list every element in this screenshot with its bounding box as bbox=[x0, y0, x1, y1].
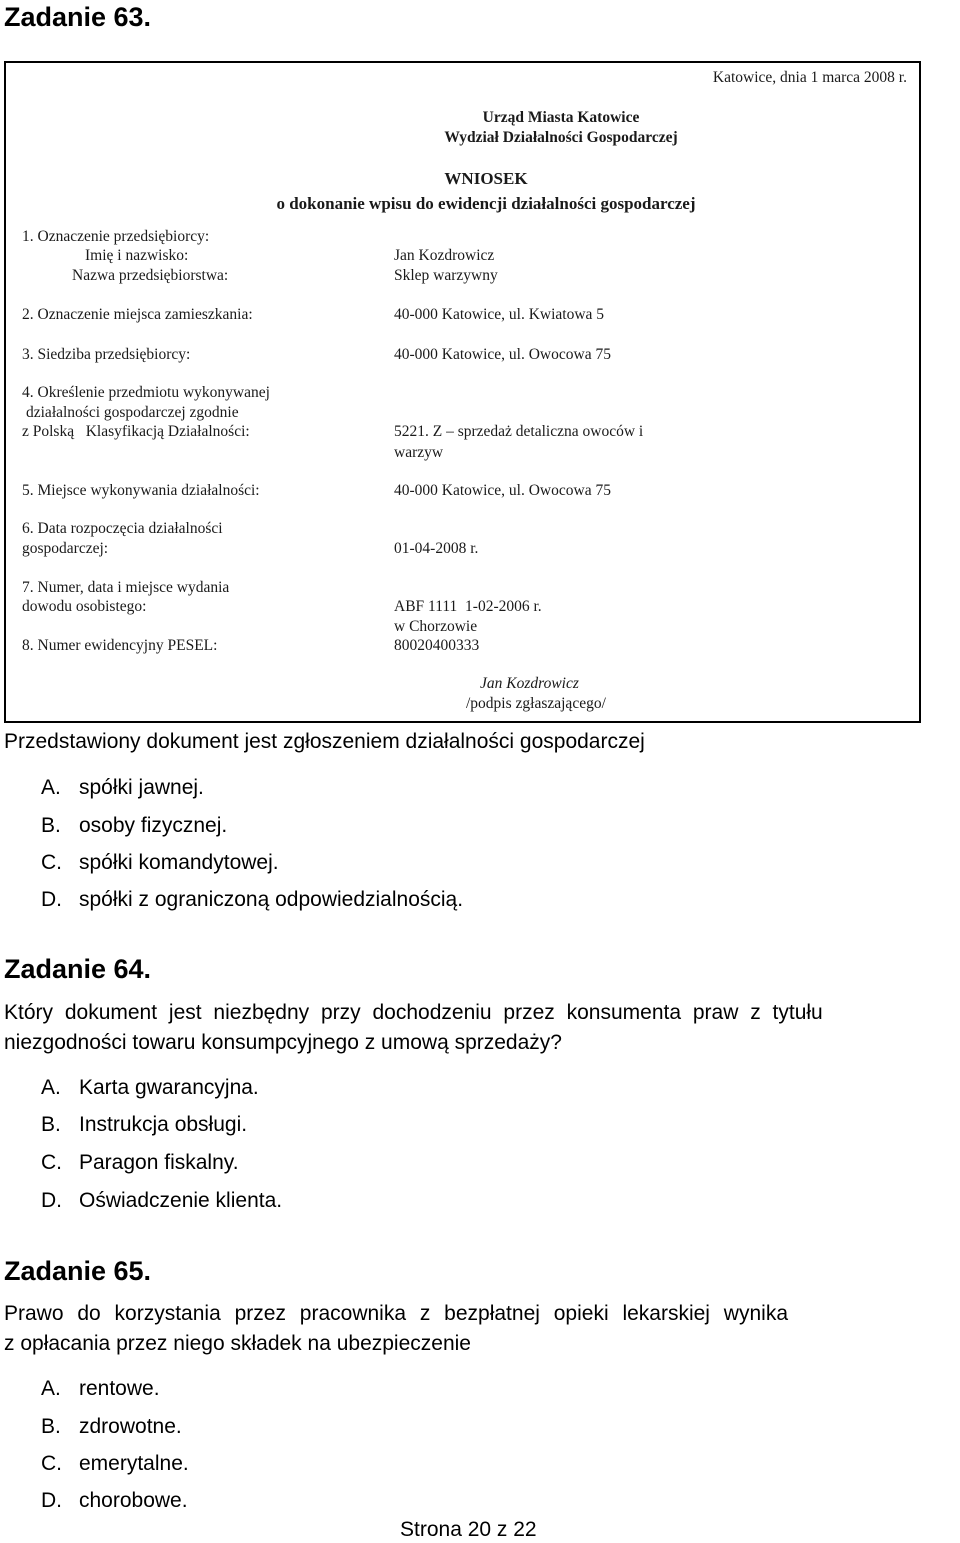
option-letter: A. bbox=[41, 776, 61, 799]
application-form bbox=[4, 61, 921, 723]
form-subtitle: o dokonanie wpisu do ewidencji działalności gospodarczej bbox=[276, 194, 696, 213]
task64-option-d bbox=[41, 1189, 282, 1213]
form-city-date: Katowice, dnia 1 marca 2008 r. bbox=[712, 69, 907, 86]
option-text: Oświadczenie klienta. bbox=[79, 1189, 283, 1212]
task63-option-b bbox=[41, 814, 227, 838]
task64-question-line2: niezgodności towaru konsumpcyjnego z umową sprzedaży? bbox=[4, 1031, 562, 1054]
task65-question-line2: z opłacania przez niego składek na ubezpieczenie bbox=[4, 1332, 471, 1355]
form-title: WNIOSEK bbox=[444, 169, 528, 188]
page-number: Strona 20 z 22 bbox=[400, 1518, 537, 1541]
option-text: zdrowotne. bbox=[79, 1415, 182, 1438]
form-section-8-value: 80020400333 bbox=[394, 637, 480, 654]
option-letter: B. bbox=[41, 814, 61, 837]
form-section-2-value: 40-000 Katowice, ul. Kwiatowa 5 bbox=[394, 306, 605, 323]
task64-question-line1 bbox=[4, 1001, 956, 1025]
option-text: Paragon fiskalny. bbox=[79, 1151, 239, 1174]
task63-option-c bbox=[41, 851, 279, 875]
form-office-line2: Wydział Działalności Gospodarczej bbox=[444, 129, 678, 146]
form-section-5-label: 5. Miejsce wykonywania działalności: bbox=[22, 482, 260, 499]
task63-option-d bbox=[41, 888, 463, 912]
task65-option-b bbox=[41, 1415, 182, 1439]
form-section-4-value-line1: 5221. Z – sprzedaż detaliczna owoców i bbox=[394, 423, 644, 440]
task63-heading: Zadanie 63. bbox=[4, 2, 152, 32]
task64-question-line1-text: Który dokument jest niezbędny przy dochodzeniu przez konsumenta praw z tytułu bbox=[4, 1001, 823, 1024]
form-section-6-label-line1: 6. Data rozpoczęcia działalności bbox=[22, 520, 223, 537]
form-section-7-label-line2: dowodu osobistego: bbox=[22, 598, 147, 615]
option-letter: D. bbox=[41, 1489, 62, 1512]
option-letter: C. bbox=[41, 1151, 62, 1174]
form-name-label: Imię i nazwisko: bbox=[85, 247, 189, 264]
option-letter: D. bbox=[41, 1189, 62, 1212]
option-text: Karta gwarancyjna. bbox=[79, 1076, 259, 1099]
option-text: emerytalne. bbox=[79, 1452, 189, 1475]
option-letter: A. bbox=[41, 1377, 61, 1400]
task65-option-d bbox=[41, 1489, 188, 1513]
form-section-6-value: 01-04-2008 r. bbox=[394, 540, 479, 557]
form-office-line1: Urząd Miasta Katowice bbox=[482, 109, 640, 126]
task64-option-c bbox=[41, 1151, 239, 1175]
form-section-7-value-line1: ABF 1111 1-02-2006 r. bbox=[394, 598, 542, 615]
form-section-1-label: 1. Oznaczenie przedsiębiorcy: bbox=[22, 228, 210, 245]
option-letter: D. bbox=[41, 888, 62, 911]
option-text: chorobowe. bbox=[79, 1489, 188, 1512]
option-letter: B. bbox=[41, 1113, 61, 1136]
task65-option-c bbox=[41, 1452, 189, 1476]
form-section-5-value: 40-000 Katowice, ul. Owocowa 75 bbox=[394, 482, 611, 499]
task65-question-line1 bbox=[4, 1302, 956, 1326]
option-text: spółki z ograniczoną odpowiedzialnością. bbox=[79, 888, 464, 911]
option-text: spółki komandytowej. bbox=[79, 851, 279, 874]
task65-option-a bbox=[41, 1377, 160, 1401]
task64-option-b bbox=[41, 1113, 247, 1137]
task64-heading: Zadanie 64. bbox=[4, 954, 152, 984]
option-letter: B. bbox=[41, 1415, 61, 1438]
option-text: Instrukcja obsługi. bbox=[79, 1113, 248, 1136]
form-company-label: Nazwa przedsiębiorstwa: bbox=[72, 267, 229, 284]
signature-caption: /podpis zgłaszającego/ bbox=[466, 695, 606, 712]
form-section-3-value: 40-000 Katowice, ul. Owocowa 75 bbox=[394, 346, 611, 363]
form-section-7-label-line1: 7. Numer, data i miejsce wydania bbox=[22, 579, 230, 596]
form-section-6-label-line2: gospodarczej: bbox=[22, 540, 109, 557]
task65-question-line1-text: Prawo do korzystania przez pracownika z bezpłatnej opieki lekarskiej wynika bbox=[4, 1302, 789, 1325]
form-section-7-value-line2: w Chorzowie bbox=[394, 618, 478, 635]
form-company-value: Sklep warzywny bbox=[394, 267, 498, 284]
form-section-8-label: 8. Numer ewidencyjny PESEL: bbox=[22, 637, 218, 654]
form-name-value: Jan Kozdrowicz bbox=[394, 247, 495, 264]
option-letter: A. bbox=[41, 1076, 61, 1099]
form-section-4-label-line3: z Polską Klasyfikacją Działalności: bbox=[22, 423, 250, 440]
signature-name: Jan Kozdrowicz bbox=[480, 675, 579, 692]
option-text: osoby fizycznej. bbox=[79, 814, 228, 837]
option-letter: C. bbox=[41, 851, 62, 874]
option-text: spółki jawnej. bbox=[79, 776, 204, 799]
task64-option-a bbox=[41, 1076, 259, 1100]
option-text: rentowe. bbox=[79, 1377, 160, 1400]
form-section-4-label-line1: 4. Określenie przedmiotu wykonywanej bbox=[22, 384, 270, 401]
form-section-4-value-line2: warzyw bbox=[394, 444, 444, 461]
task63-question: Przedstawiony dokument jest zgłoszeniem działalności gospodarczej bbox=[4, 730, 645, 753]
option-letter: C. bbox=[41, 1452, 62, 1475]
form-section-3-label: 3. Siedziba przedsiębiorcy: bbox=[22, 346, 191, 363]
form-section-4-label-line2: działalności gospodarczej zgodnie bbox=[26, 404, 239, 421]
task63-option-a bbox=[41, 776, 204, 800]
form-section-2-label: 2. Oznaczenie miejsca zamieszkania: bbox=[22, 306, 253, 323]
task65-heading: Zadanie 65. bbox=[4, 1256, 152, 1286]
